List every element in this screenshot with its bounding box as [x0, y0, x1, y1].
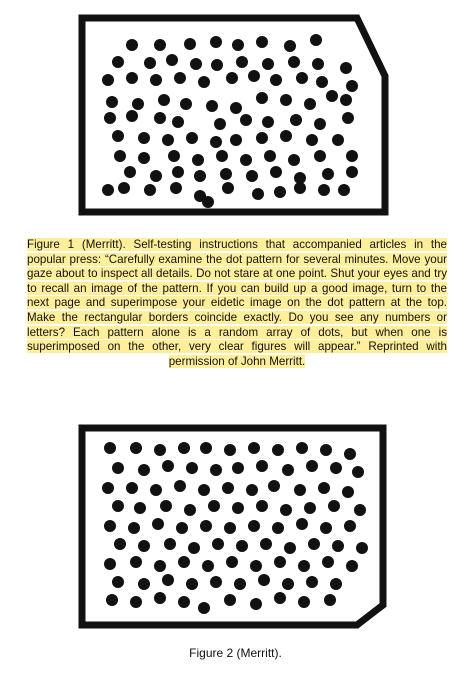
dot: [282, 578, 294, 590]
dot: [224, 594, 236, 606]
dot: [248, 70, 260, 82]
dot: [344, 448, 356, 460]
dot: [340, 62, 352, 74]
dot: [126, 110, 138, 122]
dot: [250, 598, 262, 610]
dot: [126, 39, 138, 51]
dot: [330, 578, 342, 590]
dot: [274, 556, 286, 568]
dot: [248, 442, 260, 454]
dot: [202, 560, 214, 572]
dot: [208, 500, 220, 512]
dot: [256, 460, 268, 472]
dot: [224, 522, 236, 534]
dot: [324, 594, 336, 606]
dot: [154, 39, 166, 51]
dot: [256, 132, 268, 144]
dot: [322, 168, 334, 180]
dot: [160, 500, 172, 512]
dot: [154, 444, 166, 456]
dot: [178, 556, 190, 568]
dot: [332, 540, 344, 552]
dot: [198, 484, 210, 496]
dot: [326, 90, 338, 102]
dot: [258, 574, 270, 586]
dot: [178, 442, 190, 454]
dot: [226, 556, 238, 568]
dot: [236, 56, 248, 68]
dot: [328, 500, 340, 512]
dot: [200, 520, 212, 532]
dot: [130, 442, 142, 454]
dot: [104, 112, 116, 124]
dot: [112, 462, 124, 474]
dot: [188, 542, 200, 554]
dot: [166, 54, 178, 66]
dot: [190, 58, 202, 70]
dot: [318, 184, 330, 196]
dot: [318, 482, 330, 494]
dot: [112, 56, 124, 68]
dot: [296, 72, 308, 84]
dot: [210, 136, 222, 148]
dot: [294, 484, 306, 496]
dot: [216, 150, 228, 162]
dot: [262, 116, 274, 128]
dot: [222, 482, 234, 494]
dot: [186, 578, 198, 590]
dot: [138, 578, 150, 590]
dot: [144, 184, 156, 196]
dot-pattern-1-dots: [102, 34, 358, 208]
dot: [138, 540, 150, 552]
dot: [104, 442, 116, 454]
dot: [352, 466, 364, 478]
dot: [112, 576, 124, 588]
dot: [226, 72, 238, 84]
dot: [102, 74, 114, 86]
dot: [316, 76, 328, 88]
dot: [306, 134, 318, 146]
dot: [168, 150, 180, 162]
dot: [236, 540, 248, 552]
dot: [186, 132, 198, 144]
dot: [154, 560, 166, 572]
dot: [152, 518, 164, 530]
dot: [272, 444, 284, 456]
dot: [296, 442, 308, 454]
dot: [322, 556, 334, 568]
dot: [314, 118, 326, 130]
dot: [214, 118, 226, 130]
dot: [320, 522, 332, 534]
dot: [240, 114, 252, 126]
dot: [346, 80, 358, 92]
dot: [206, 100, 218, 112]
dot: [298, 596, 310, 608]
dot: [284, 542, 296, 554]
dot: [268, 480, 280, 492]
dot: [296, 518, 308, 530]
dot: [134, 502, 146, 514]
dot: [170, 182, 182, 194]
dot: [270, 166, 282, 178]
dot: [102, 184, 114, 196]
dot: [232, 502, 244, 514]
dot: [284, 40, 296, 52]
dot: [280, 94, 292, 106]
dot: [198, 602, 210, 614]
dot: [256, 92, 268, 104]
dot: [200, 442, 212, 454]
dot: [130, 596, 142, 608]
dot: [250, 560, 262, 572]
dot: [198, 76, 210, 88]
dot: [304, 502, 316, 514]
dot: [282, 464, 294, 476]
dot: [150, 484, 162, 496]
dot: [308, 538, 320, 550]
dot: [314, 150, 326, 162]
dot: [106, 96, 118, 108]
dot: [112, 130, 124, 142]
dot: [264, 150, 276, 162]
dot: [344, 520, 356, 532]
dot: [132, 98, 144, 110]
dot: [138, 132, 150, 144]
dot: [114, 538, 126, 550]
dot: [230, 134, 242, 146]
dot: [174, 480, 186, 492]
dot: [232, 39, 244, 51]
dot: [290, 114, 302, 126]
dot: [332, 134, 344, 146]
dot: [172, 166, 184, 178]
dot: [124, 166, 136, 178]
dot: [232, 462, 244, 474]
dot: [342, 112, 354, 124]
dot: [262, 58, 274, 70]
dot: [104, 558, 116, 570]
dot: [306, 576, 318, 588]
dot: [306, 460, 318, 472]
dot: [162, 460, 174, 472]
dot: [310, 34, 322, 46]
dot-pattern-figure-2: [0, 410, 471, 630]
dot: [256, 500, 268, 512]
dot: [280, 130, 292, 142]
dot: [260, 538, 272, 550]
dot: [274, 186, 286, 198]
dot: [212, 538, 224, 550]
dot: [252, 188, 264, 200]
figure-2-caption: Figure 2 (Merritt).: [189, 646, 282, 660]
dot: [112, 500, 124, 512]
dot: [210, 36, 222, 48]
dot: [354, 504, 366, 516]
dot: [222, 182, 234, 194]
dot: [342, 486, 354, 498]
dot: [184, 504, 196, 516]
dot: [224, 444, 236, 456]
dot: [288, 154, 300, 166]
dot: [118, 182, 130, 194]
dot: [211, 59, 223, 71]
dot: [162, 574, 174, 586]
dot: [150, 170, 162, 182]
dot: [180, 98, 192, 110]
dot: [338, 184, 350, 196]
dot: [210, 464, 222, 476]
dot: [234, 578, 246, 590]
dot: [340, 94, 352, 106]
dot: [192, 154, 204, 166]
dot: [346, 166, 358, 178]
dot: [174, 72, 186, 84]
dot: [138, 464, 150, 476]
dot: [240, 154, 252, 166]
dot: [230, 102, 242, 114]
dot: [130, 556, 142, 568]
dot: [158, 94, 170, 106]
dot: [320, 444, 332, 456]
dot: [288, 56, 300, 68]
dot: [246, 170, 258, 182]
dot: [150, 74, 162, 86]
dot: [202, 196, 214, 208]
dot: [104, 520, 116, 532]
dot: [298, 560, 310, 572]
dot: [270, 74, 282, 86]
dot: [274, 592, 286, 604]
dot: [128, 522, 140, 534]
dot: [304, 98, 316, 110]
dot: [114, 150, 126, 162]
dot: [138, 152, 150, 164]
dot: [330, 462, 342, 474]
dot: [102, 482, 114, 494]
dot: [172, 116, 184, 128]
dot: [280, 504, 292, 516]
dot: [246, 484, 258, 496]
dot: [126, 482, 138, 494]
dot: [356, 542, 368, 554]
dot: [346, 560, 358, 572]
dot: [210, 576, 222, 588]
dot: [220, 168, 232, 180]
dot: [186, 462, 198, 474]
dot: [256, 36, 268, 48]
dot: [106, 594, 118, 606]
dot: [144, 57, 156, 69]
dot: [312, 58, 324, 70]
dot-pattern-2-dots: [102, 442, 368, 614]
dot: [164, 538, 176, 550]
dot: [176, 522, 188, 534]
dot-pattern-figure-1: [0, 0, 471, 230]
figure-1-caption-text: Figure 1 (Merritt). Self-testing instructions that accompanied articles in the popular press: “Carefully examine the dot pattern for several minutes. Move your gaze about to inspect all details. Do not stare at one point. Shut your eyes and try to recall an image of the pattern. If you can build up a good image, turn to the next page and superimpose your eidetic image on the dot pattern at the top. Make the rectangular borders coincide exactly. Do you see any numbers or letters? Each pattern alone is a random array of dots, but when one is superimposed on the other, very clear figures will appear.” Reprinted with permission of John Merritt.: [27, 238, 447, 368]
dot: [346, 150, 358, 162]
dot: [272, 522, 284, 534]
dot: [178, 596, 190, 608]
figure-1-caption: [27, 238, 447, 369]
dot: [184, 38, 196, 50]
dot: [194, 170, 206, 182]
dot: [126, 72, 138, 84]
dot: [162, 134, 174, 146]
dot: [294, 182, 306, 194]
dot: [154, 112, 166, 124]
dot: [154, 592, 166, 604]
dot: [248, 520, 260, 532]
